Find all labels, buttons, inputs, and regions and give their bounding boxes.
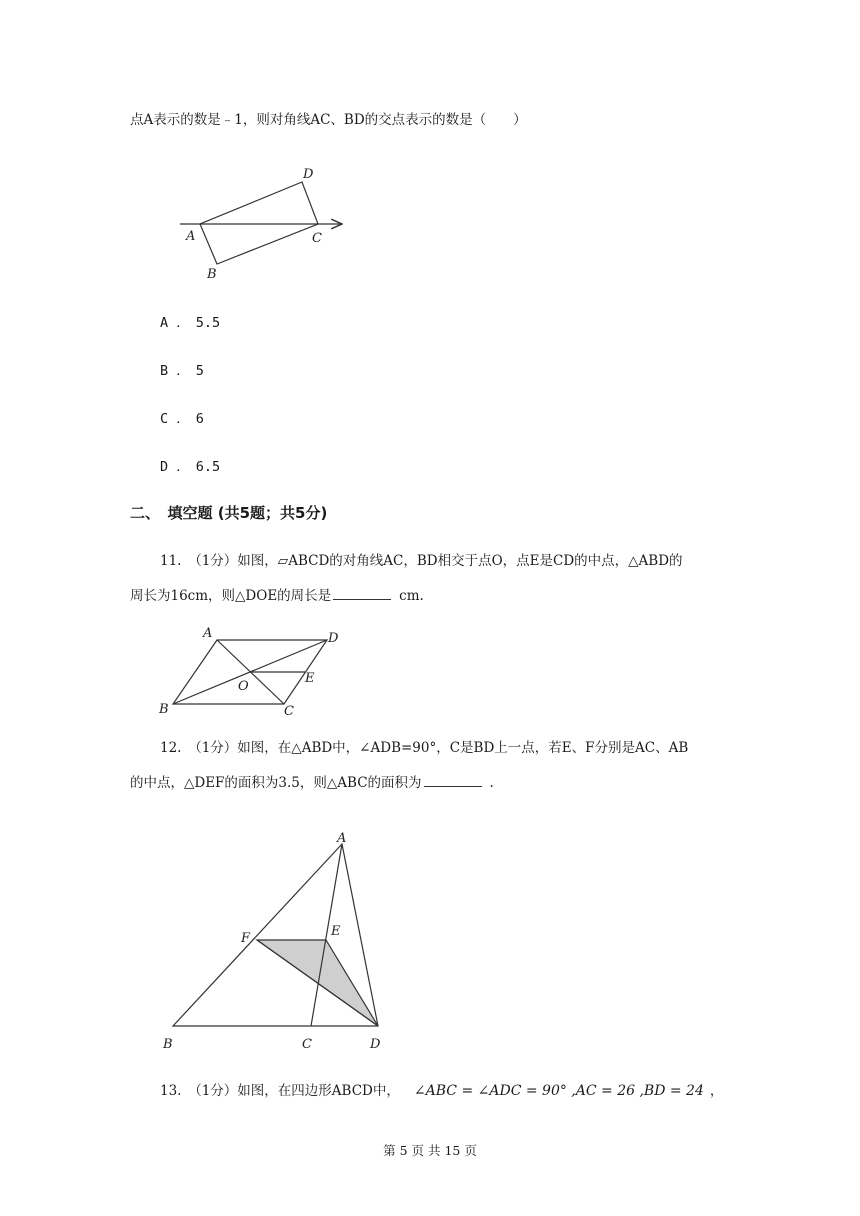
option-d: [160, 455, 220, 475]
option-a-value: 5.5: [195, 315, 221, 331]
label-d: D: [370, 1037, 381, 1052]
q11-line1: 11. （1分）如图，▱ABCD的对角线AC，BD相交于点O，点E是CD的中点，△ABD的: [160, 553, 683, 569]
page-footer: 第 5 页 共 15 页: [383, 1143, 477, 1158]
label-a: A: [337, 831, 347, 846]
option-b-label: B ．: [160, 363, 190, 379]
q12-line1: 12. （1分）如图，在△ABD中，∠ADB=90°，C是BD上一点，若E、F分别是AC、AB: [160, 740, 689, 756]
option-c: [160, 407, 204, 427]
label-b: B: [207, 267, 217, 282]
label-d: D: [303, 167, 314, 182]
option-c-value: 6: [195, 411, 204, 427]
option-a-label: A ．: [160, 315, 190, 331]
q12-figure: [155, 830, 405, 1060]
label-d: D: [328, 631, 339, 646]
label-b: B: [163, 1037, 173, 1052]
label-c: C: [312, 231, 322, 246]
q13-line1: [160, 1081, 723, 1101]
option-a: [160, 311, 220, 331]
q13-suffix: ，: [709, 1083, 724, 1099]
option-c-label: C ．: [160, 411, 190, 427]
label-o: O: [238, 679, 249, 694]
label-a: A: [186, 229, 196, 244]
q11-line2: [130, 586, 424, 606]
q13-math: ∠ABC = ∠ADC = 90° ,AC = 26 ,BD = 24: [413, 1083, 704, 1099]
label-c: C: [302, 1037, 312, 1052]
q11-figure: [155, 622, 355, 722]
label-f: F: [241, 931, 251, 946]
label-b: B: [159, 702, 169, 717]
option-d-label: D ．: [160, 459, 190, 475]
label-c: C: [284, 704, 294, 719]
label-a: A: [203, 626, 213, 641]
q12-text-before: 的中点，△DEF的面积为3.5，则△ABC的面积为: [130, 775, 422, 791]
q12-text-after: .: [489, 775, 494, 791]
q10-figure: [170, 160, 360, 290]
q13-text: 13. （1分）如图，在四边形ABCD中，: [160, 1083, 400, 1099]
section-heading: 二、 填空题 (共5题；共5分): [130, 504, 328, 522]
parallelogram-abcd: [200, 182, 318, 264]
q11-text-after: cm.: [399, 588, 424, 604]
label-e: E: [331, 924, 341, 939]
option-b-value: 5: [195, 363, 204, 379]
q10-stem: 点A表示的数是﹣1，则对角线AC、BD的交点表示的数是（ ）: [130, 112, 527, 128]
answer-blank[interactable]: [333, 587, 391, 600]
option-d-value: 6.5: [195, 459, 221, 475]
answer-blank[interactable]: [424, 774, 482, 787]
option-b: [160, 359, 204, 379]
q11-text-before: 周长为16cm，则△DOE的周长是: [130, 588, 332, 604]
q12-line2: [130, 773, 494, 793]
label-e: E: [305, 671, 315, 686]
